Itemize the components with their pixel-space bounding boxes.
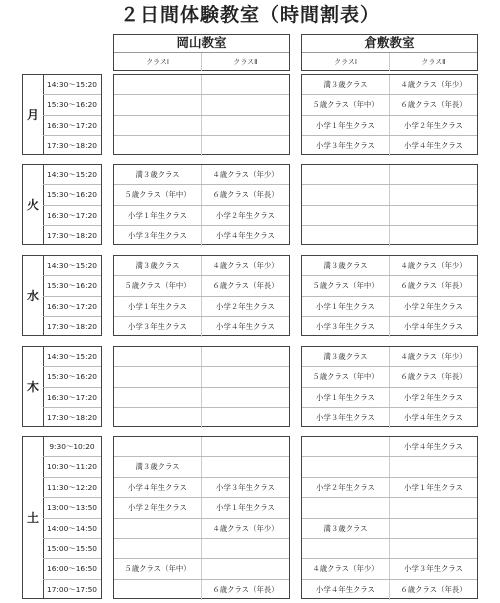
schedule-row (302, 75, 477, 95)
schedule-row (114, 226, 289, 246)
schedule-row (302, 408, 477, 428)
schedule-row (302, 317, 477, 337)
class-cell (114, 580, 201, 600)
day-times-box (22, 255, 102, 336)
class-cell: ６歳クラス（年長） (389, 95, 477, 114)
schedule-row (114, 347, 289, 367)
class-cell: ６歳クラス（年長） (201, 185, 289, 204)
schedule-row (302, 185, 477, 205)
schedule-row (114, 317, 289, 337)
schedule-row (114, 165, 289, 185)
time-slot: 17:30～18:20 (47, 140, 97, 150)
class-cell: ６歳クラス（年長） (201, 580, 289, 600)
class-cell: 小学１年生クラス (128, 210, 187, 220)
schedule-row (302, 297, 477, 317)
kurashiki-grid (301, 164, 478, 245)
schedule-row (302, 136, 477, 156)
schedule-row (302, 116, 477, 136)
time-slot: 15:30～16:20 (43, 185, 101, 205)
class-cell (201, 136, 289, 156)
time-slot: 14:30～15:20 (43, 256, 101, 276)
class-cell: 小学４年生クラス (389, 437, 477, 456)
class-cell (302, 457, 389, 476)
schedule-row (114, 437, 289, 457)
day-times-box (22, 346, 102, 427)
time-slot: 15:30～16:20 (43, 276, 101, 296)
class-cell: ４歳クラス（年少） (201, 165, 289, 184)
schedule-row (114, 498, 289, 518)
schedule-row (302, 206, 477, 226)
class-cell (201, 539, 289, 558)
class-header: クラスⅠ (334, 58, 357, 66)
schedule-row (114, 75, 289, 95)
class-cell: 小学１年生クラス (128, 301, 187, 311)
class-cell (201, 388, 289, 407)
class-cell: 小学３年生クラス (128, 321, 187, 331)
class-cell (114, 408, 201, 428)
time-slot: 16:30～17:20 (43, 297, 101, 317)
time-slot: 17:30～18:20 (47, 230, 97, 240)
class-cell: ６歳クラス（年長） (389, 580, 477, 600)
class-cell (302, 206, 389, 225)
schedule-row (302, 539, 477, 559)
time-slot: 17:30～18:20 (47, 321, 97, 331)
class-cell (201, 75, 289, 94)
schedule-row (114, 367, 289, 387)
schedule-row (114, 539, 289, 559)
class-header: クラスⅡ (389, 53, 477, 71)
class-cell (114, 367, 201, 386)
class-cell: 小学２年生クラス (201, 297, 289, 316)
class-cell: ５歳クラス（年中） (124, 281, 191, 291)
class-cell: 小学３年生クラス (316, 321, 375, 331)
okayama-grid (113, 346, 290, 427)
class-cell (302, 539, 389, 558)
class-cell: 小学４年生クラス (316, 584, 375, 594)
schedule-row (114, 297, 289, 317)
school-name: 倉敷教室 (302, 35, 477, 53)
class-cell: ５歳クラス（年中） (124, 564, 191, 574)
class-cell: ５歳クラス（年中） (312, 100, 379, 110)
class-cell: ６歳クラス（年長） (201, 276, 289, 295)
time-slot: 14:00～14:50 (43, 519, 101, 539)
schedule-row (302, 95, 477, 115)
time-slot: 16:30～17:20 (43, 116, 101, 136)
schedule-row (114, 206, 289, 226)
class-cell: 小学２年生クラス (389, 116, 477, 135)
schedule-row (302, 498, 477, 518)
class-cell: ５歳クラス（年中） (312, 372, 379, 382)
class-cell (114, 95, 201, 114)
time-slot: 16:00～16:50 (43, 559, 101, 579)
day-block (0, 436, 500, 599)
kurashiki-grid (301, 346, 478, 427)
class-cell (302, 498, 389, 517)
schedule-row (114, 136, 289, 156)
class-cell: ４歳クラス（年少） (201, 256, 289, 275)
time-slot: 15:30～16:20 (43, 367, 101, 387)
day-label: 木 (23, 347, 44, 426)
class-cell (114, 437, 201, 456)
okayama-grid (113, 164, 290, 245)
schedule-row (302, 276, 477, 296)
class-cell: 小学２年生クラス (389, 388, 477, 407)
class-cell (114, 519, 201, 538)
schedule-row (302, 388, 477, 408)
time-slot: 13:00～13:50 (43, 498, 101, 518)
page-title: ２日間体験教室（時間割表） (119, 4, 380, 26)
class-cell (114, 136, 201, 156)
class-cell: 小学４年生クラス (389, 317, 477, 337)
class-cell: 満３歳クラス (323, 80, 368, 89)
class-cell (302, 185, 389, 204)
time-slot: 17:00～17:50 (47, 584, 97, 594)
class-cell: 小学１年生クラス (201, 498, 289, 517)
class-cell: ６歳クラス（年長） (389, 367, 477, 386)
class-cell: 満３歳クラス (323, 352, 368, 361)
class-cell (114, 347, 201, 366)
class-cell (389, 457, 477, 476)
class-cell (201, 457, 289, 476)
schedule-row (114, 408, 289, 428)
class-cell (389, 498, 477, 517)
day-times-box (22, 164, 102, 245)
schedule-row (114, 256, 289, 276)
okayama-header (113, 34, 290, 71)
class-cell (201, 559, 289, 578)
schedule-row (114, 478, 289, 498)
okayama-grid (113, 255, 290, 336)
class-cell (201, 116, 289, 135)
time-slot: 14:30～15:20 (43, 165, 101, 185)
class-cell (114, 388, 201, 407)
time-slot: 14:30～15:20 (43, 75, 101, 95)
time-slot: 15:00～15:50 (43, 539, 101, 559)
class-cell: ４歳クラス（年少） (389, 75, 477, 94)
class-cell (201, 95, 289, 114)
schedule-row (302, 347, 477, 367)
class-cell: 小学４年生クラス (201, 226, 289, 246)
class-cell: ５歳クラス（年中） (312, 281, 379, 291)
class-cell (389, 519, 477, 538)
day-label: 月 (23, 75, 44, 154)
day-block (0, 74, 500, 155)
class-cell (114, 539, 201, 558)
schedule-row (114, 185, 289, 205)
day-block (0, 255, 500, 336)
day-times-box (22, 74, 102, 155)
class-cell: ６歳クラス（年長） (389, 276, 477, 295)
kurashiki-header (301, 34, 478, 71)
day-block (0, 346, 500, 427)
class-cell: 小学１年生クラス (316, 120, 375, 130)
okayama-grid (113, 436, 290, 599)
class-cell (201, 408, 289, 428)
time-slot: 11:30～12:20 (43, 478, 101, 498)
day-label: 土 (23, 437, 44, 598)
class-cell (389, 185, 477, 204)
schedule-row (302, 478, 477, 498)
kurashiki-grid (301, 74, 478, 155)
class-cell (114, 75, 201, 94)
class-cell (201, 367, 289, 386)
class-cell: 小学３年生クラス (316, 140, 375, 150)
day-label: 火 (23, 165, 44, 244)
class-cell: 小学４年生クラス (389, 408, 477, 428)
class-cell (201, 347, 289, 366)
time-slot: 10:30～11:20 (43, 457, 101, 477)
class-cell: ５歳クラス（年中） (124, 190, 191, 200)
class-cell (114, 116, 201, 135)
school-name: 岡山教室 (114, 35, 289, 53)
class-header: クラスⅠ (146, 58, 169, 66)
time-slot: 16:30～17:20 (43, 206, 101, 226)
class-cell: 小学２年生クラス (201, 206, 289, 225)
class-cell: 小学２年生クラス (389, 297, 477, 316)
class-cell: 小学３年生クラス (128, 230, 187, 240)
class-cell: 満３歳クラス (323, 261, 368, 270)
class-cell (201, 437, 289, 456)
schedule-row (302, 457, 477, 477)
class-cell (302, 437, 389, 456)
day-block (0, 164, 500, 245)
schedule-row (302, 437, 477, 457)
schedule-row (302, 367, 477, 387)
schedule-row (302, 559, 477, 579)
class-cell (302, 165, 389, 184)
class-cell: 小学３年生クラス (316, 412, 375, 422)
class-cell: 小学１年生クラス (316, 301, 375, 311)
class-cell: 小学２年生クラス (316, 482, 375, 492)
time-slot: 14:30～15:20 (43, 347, 101, 367)
schedule-row (114, 95, 289, 115)
class-cell: 小学３年生クラス (389, 559, 477, 578)
day-label: 水 (23, 256, 44, 335)
class-cell: ４歳クラス（年少） (312, 564, 379, 574)
schedule-row (302, 165, 477, 185)
schedule-row (114, 457, 289, 477)
class-cell: 満３歳クラス (135, 261, 180, 270)
class-cell (389, 539, 477, 558)
class-cell: ４歳クラス（年少） (389, 347, 477, 366)
class-cell: 小学４年生クラス (128, 482, 187, 492)
class-cell: 小学４年生クラス (201, 317, 289, 337)
class-cell: 小学４年生クラス (389, 136, 477, 156)
schedule-row (302, 580, 477, 600)
time-slot: 15:30～16:20 (43, 95, 101, 115)
class-cell (389, 165, 477, 184)
class-cell: 満３歳クラス (135, 462, 180, 472)
schedule-row (114, 116, 289, 136)
class-cell: 小学１年生クラス (389, 478, 477, 497)
schedule-row (302, 256, 477, 276)
class-cell (389, 206, 477, 225)
class-cell: 満３歳クラス (135, 170, 180, 179)
schedule-row (302, 519, 477, 539)
class-cell: 小学１年生クラス (316, 392, 375, 402)
time-slot: 9:30～10:20 (43, 437, 101, 457)
schedule-row (114, 580, 289, 600)
schedule-row (114, 519, 289, 539)
okayama-grid (113, 74, 290, 155)
class-cell: ４歳クラス（年少） (201, 519, 289, 538)
schedule-row (114, 388, 289, 408)
class-cell (389, 226, 477, 246)
class-cell: 満３歳クラス (323, 523, 368, 533)
kurashiki-grid (301, 436, 478, 599)
time-slot: 16:30～17:20 (43, 388, 101, 408)
class-cell: 小学２年生クラス (128, 503, 187, 513)
schedule-row (114, 276, 289, 296)
class-cell: 小学３年生クラス (201, 478, 289, 497)
day-times-box (22, 436, 102, 599)
class-header: クラスⅡ (201, 53, 289, 71)
class-cell (302, 226, 389, 246)
time-slot: 17:30～18:20 (47, 412, 97, 422)
schedule-row (302, 226, 477, 246)
schedule-row (114, 559, 289, 579)
class-cell: ４歳クラス（年少） (389, 256, 477, 275)
kurashiki-grid (301, 255, 478, 336)
